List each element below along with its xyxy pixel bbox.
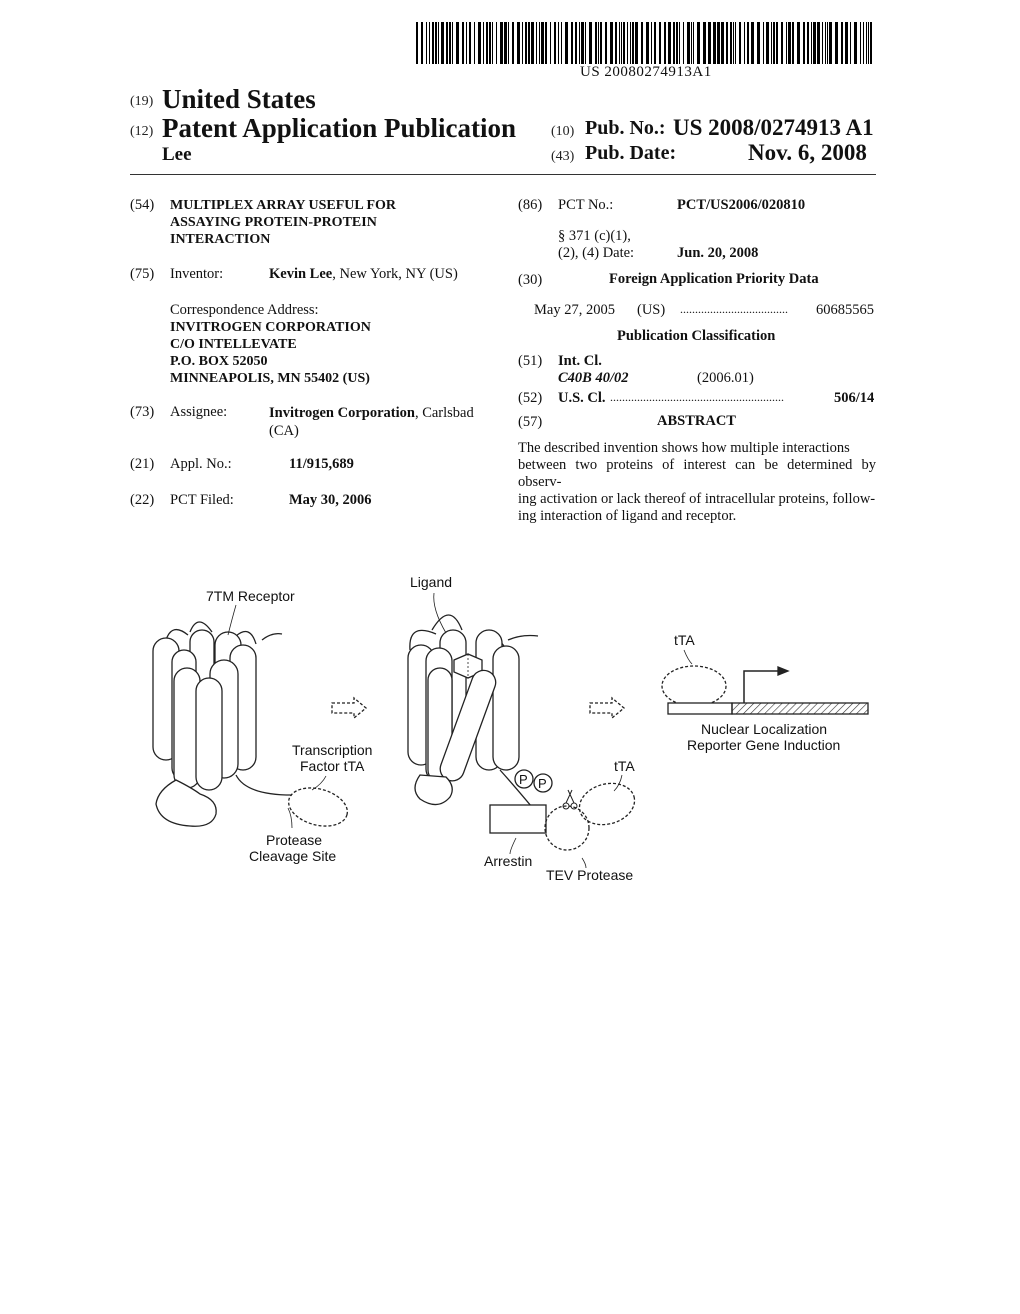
inventor-label: Inventor: <box>170 266 224 282</box>
barcode-stripe <box>469 22 471 64</box>
correspondence-label: Correspondence Address: <box>170 302 319 318</box>
barcode-stripe <box>517 22 520 64</box>
label-reporter-gene: Reporter Gene Induction <box>687 737 841 753</box>
barcode-stripe <box>792 22 794 64</box>
intcl-year: (2006.01) <box>697 370 754 386</box>
pub-no-code: (10) <box>551 124 575 139</box>
abstract-title: ABSTRACT <box>657 413 736 429</box>
intcl-code: (51) <box>518 353 543 369</box>
barcode-stripe <box>822 22 823 64</box>
abstract-body <box>518 440 876 525</box>
pct-filed-code: (22) <box>130 492 155 508</box>
barcode-number: US 20080274913A1 <box>580 64 712 80</box>
barcode-stripe <box>432 22 434 64</box>
barcode-stripe <box>721 22 724 64</box>
barcode-stripe <box>717 22 720 64</box>
barcode-stripe <box>522 22 523 64</box>
receptor-figure <box>0 560 1020 900</box>
barcode-stripe <box>595 22 597 64</box>
barcode-stripe <box>687 22 690 64</box>
inventor-name: Kevin Lee <box>269 266 333 282</box>
label-tta-mid: tTA <box>614 758 635 774</box>
barcode-stripe <box>478 22 481 64</box>
barcode-stripe <box>565 22 568 64</box>
barcode-stripe <box>807 22 809 64</box>
barcode-stripe <box>747 22 749 64</box>
arrow-dashed-1 <box>332 698 366 718</box>
barcode-stripe <box>545 22 547 64</box>
priority-dots: .................................... <box>680 302 788 316</box>
barcode-stripe <box>579 22 580 64</box>
pub-no: US 2008/0274913 A1 <box>673 115 874 140</box>
label-tta-right: tTA <box>674 632 695 648</box>
receptor-active <box>408 615 552 833</box>
title-line-1: MULTIPLEX ARRAY USEFUL FOR <box>170 198 396 213</box>
appl-no: 11/915,689 <box>289 456 354 472</box>
barcode-stripe <box>610 22 613 64</box>
correspondence-address <box>170 319 371 387</box>
label-p1: P <box>519 772 528 787</box>
barcode-stripe <box>726 22 728 64</box>
barcode-stripe <box>449 22 451 64</box>
pub-date-code: (43) <box>551 149 575 164</box>
label-ligand: Ligand <box>410 574 453 590</box>
barcode-stripe <box>697 22 700 64</box>
appl-code: (21) <box>130 456 155 472</box>
label-7tm-receptor: 7TM Receptor <box>206 588 295 604</box>
barcode-stripe <box>435 22 437 64</box>
barcode-stripe <box>429 22 430 64</box>
abstract-line-2: between two proteins of interest can be determined by observ- <box>518 457 876 490</box>
foreign-code: (30) <box>518 272 543 288</box>
receptor-inactive <box>153 622 292 826</box>
barcode-stripe <box>735 22 736 64</box>
invention-title <box>170 197 396 248</box>
barcode-stripe <box>817 22 820 64</box>
title-line-3: INTERACTION <box>170 232 271 247</box>
barcode-stripe <box>866 22 867 64</box>
barcode-stripe <box>811 22 812 64</box>
corr-line-3: P.O. BOX 52050 <box>170 354 268 369</box>
barcode-stripe <box>863 22 864 64</box>
assignee-code: (73) <box>130 404 155 420</box>
inventor-code: (75) <box>130 266 155 282</box>
inventor-short: Lee <box>162 144 192 165</box>
barcode-stripe <box>539 22 540 64</box>
pub-type-title: Patent Application Publication <box>162 113 517 143</box>
barcode-stripe <box>771 22 772 64</box>
barcode-stripe <box>632 22 634 64</box>
pct-filed-label: PCT Filed: <box>170 492 234 508</box>
assignee-label: Assignee: <box>170 404 228 420</box>
priority-date: May 27, 2005 <box>534 302 615 318</box>
barcode-stripe <box>803 22 805 64</box>
inventor-location: , New York, NY (US) <box>332 266 458 282</box>
pub-no-label: Pub. No.: <box>585 117 666 139</box>
barcode-stripe <box>829 22 832 64</box>
abstract-line-1: The described invention shows how multiple interactions <box>518 440 850 456</box>
barcode-stripe <box>483 22 484 64</box>
label-protease: Protease <box>266 832 323 848</box>
barcode-stripe <box>462 22 464 64</box>
barcode-stripe <box>571 22 573 64</box>
barcode-stripe <box>827 22 828 64</box>
pub-type-code: (12) <box>130 124 154 139</box>
barcode-stripe <box>466 22 467 64</box>
assignee-entry <box>269 404 474 440</box>
barcode-stripe <box>441 22 444 64</box>
barcode-stripe <box>558 22 559 64</box>
foreign-title: Foreign Application Priority Data <box>609 271 819 287</box>
barcode-stripe <box>651 22 652 64</box>
title-code: (54) <box>130 197 155 213</box>
barcode-stripe <box>589 22 592 64</box>
barcode-stripe <box>635 22 638 64</box>
barcode-stripe <box>776 22 778 64</box>
barcode-stripe <box>605 22 607 64</box>
pct-filed-date: May 30, 2006 <box>289 492 372 508</box>
label-cleavage-site: Cleavage Site <box>249 848 337 864</box>
intcl-class: C40B 40/02 <box>558 370 629 386</box>
pct-no: PCT/US2006/020810 <box>677 197 806 213</box>
header-rule <box>130 174 876 175</box>
pct-no-code: (86) <box>518 197 543 213</box>
barcode-stripe <box>452 22 453 64</box>
barcode-stripe <box>531 22 534 64</box>
barcode-stripe <box>554 22 556 64</box>
barcode-stripe <box>703 22 706 64</box>
barcode-stripe <box>598 22 599 64</box>
barcode-stripe <box>504 22 507 64</box>
barcode-stripe <box>600 22 602 64</box>
uscl-dots: .......................................................... <box>610 390 784 404</box>
abstract-line-3: ing activation or lack thereof of intracellular proteins, follow- <box>518 491 876 507</box>
barcode-stripe <box>561 22 562 64</box>
s371-line1: § 371 (c)(1), <box>558 228 631 244</box>
barcode-stripe <box>683 22 684 64</box>
barcode-stripe <box>763 22 764 64</box>
barcode-stripe <box>766 22 769 64</box>
barcode-stripe <box>619 22 620 64</box>
barcode-stripe <box>421 22 423 64</box>
barcode-stripe <box>456 22 459 64</box>
barcode-stripe <box>673 22 675 64</box>
priority-country: (US) <box>637 302 666 318</box>
corr-line-1: INVITROGEN CORPORATION <box>170 320 371 335</box>
barcode-stripe <box>739 22 741 64</box>
barcode-stripe <box>679 22 680 64</box>
barcode-stripe <box>786 22 787 64</box>
label-tev-protease: TEV Protease <box>546 867 634 883</box>
label-factor-tta: Factor tTA <box>300 758 365 774</box>
label-p2: P <box>538 776 547 791</box>
uscl-code: (52) <box>518 390 543 406</box>
inventor-entry <box>269 266 458 283</box>
pub-class-title: Publication Classification <box>617 328 776 344</box>
barcode-stripe <box>773 22 775 64</box>
title-line-2: ASSAYING PROTEIN-PROTEIN <box>170 215 377 230</box>
barcode-stripe <box>525 22 527 64</box>
barcode-stripe <box>664 22 666 64</box>
barcode-stripe <box>730 22 732 64</box>
barcode-stripe <box>486 22 488 64</box>
barcode-stripe <box>621 22 622 64</box>
barcode-stripe <box>630 22 631 64</box>
barcode-stripe <box>713 22 716 64</box>
barcode-stripe <box>641 22 643 64</box>
barcode-stripe <box>860 22 861 64</box>
barcode-stripe <box>845 22 848 64</box>
reporter-gene-bar <box>668 667 868 714</box>
intcl-label: Int. Cl. <box>558 353 602 369</box>
label-arrestin: Arrestin <box>484 853 533 869</box>
corr-line-2: C/O INTELLEVATE <box>170 337 297 352</box>
barcode-stripe <box>646 22 649 64</box>
country-code: (19) <box>130 94 154 109</box>
pub-date: Nov. 6, 2008 <box>748 140 867 165</box>
assignee-name: Invitrogen Corporation <box>269 405 415 421</box>
barcode-stripe <box>492 22 493 64</box>
barcode-stripe <box>446 22 448 64</box>
barcode-stripe <box>508 22 509 64</box>
barcode-stripe <box>654 22 656 64</box>
label-transcription: Transcription <box>292 742 373 758</box>
barcode-stripe <box>781 22 783 64</box>
barcode-stripe <box>496 22 497 64</box>
s371-date: Jun. 20, 2008 <box>677 245 759 261</box>
barcode-stripe <box>744 22 745 64</box>
barcode-stripe <box>536 22 537 64</box>
barcode-stripe <box>751 22 754 64</box>
barcode-stripe <box>870 22 872 64</box>
uscl-label: U.S. Cl. <box>558 390 606 406</box>
pub-date-label: Pub. Date: <box>585 142 677 164</box>
label-nuclear-localization: Nuclear Localization <box>701 721 828 737</box>
barcode-stripe <box>813 22 816 64</box>
barcode-stripe <box>489 22 491 64</box>
barcode-stripe <box>426 22 427 64</box>
appl-label: Appl. No.: <box>170 456 232 472</box>
barcode <box>416 22 876 64</box>
barcode-stripe <box>868 22 869 64</box>
barcode-stripe <box>585 22 586 64</box>
corr-line-4: MINNEAPOLIS, MN 55402 (US) <box>170 371 370 386</box>
abstract-code: (57) <box>518 414 543 430</box>
barcode-stripe <box>854 22 857 64</box>
barcode-stripe <box>788 22 791 64</box>
pct-no-label: PCT No.: <box>558 197 614 213</box>
barcode-stripe <box>416 22 418 64</box>
barcode-stripe <box>691 22 692 64</box>
barcode-stripe <box>528 22 530 64</box>
barcode-stripe <box>623 22 625 64</box>
barcode-stripe <box>757 22 760 64</box>
priority-no: 60685565 <box>816 302 874 318</box>
barcode-stripe <box>797 22 800 64</box>
barcode-stripe <box>850 22 851 64</box>
barcode-stripe <box>708 22 711 64</box>
abstract-line-4: ing interaction of ligand and receptor. <box>518 508 737 524</box>
barcode-stripe <box>550 22 551 64</box>
barcode-stripe <box>659 22 661 64</box>
barcode-stripe <box>581 22 584 64</box>
barcode-stripe <box>541 22 544 64</box>
country-title: United States <box>162 84 316 114</box>
barcode-stripe <box>835 22 838 64</box>
barcode-stripe <box>438 22 439 64</box>
barcode-stripe <box>676 22 678 64</box>
barcode-stripe <box>512 22 514 64</box>
uscl-value: 506/14 <box>834 390 875 406</box>
barcode-stripe <box>693 22 694 64</box>
s371-line2: (2), (4) Date: <box>558 245 635 261</box>
barcode-stripe <box>841 22 843 64</box>
barcode-stripe <box>474 22 475 64</box>
barcode-stripe <box>668 22 671 64</box>
barcode-stripe <box>627 22 628 64</box>
barcode-stripe <box>825 22 826 64</box>
assignee-loc2: (CA) <box>269 423 299 439</box>
barcode-stripe <box>500 22 503 64</box>
barcode-stripe <box>733 22 734 64</box>
barcode-stripe <box>575 22 577 64</box>
assignee-loc1: , Carlsbad <box>414 405 474 421</box>
barcode-stripe <box>615 22 617 64</box>
